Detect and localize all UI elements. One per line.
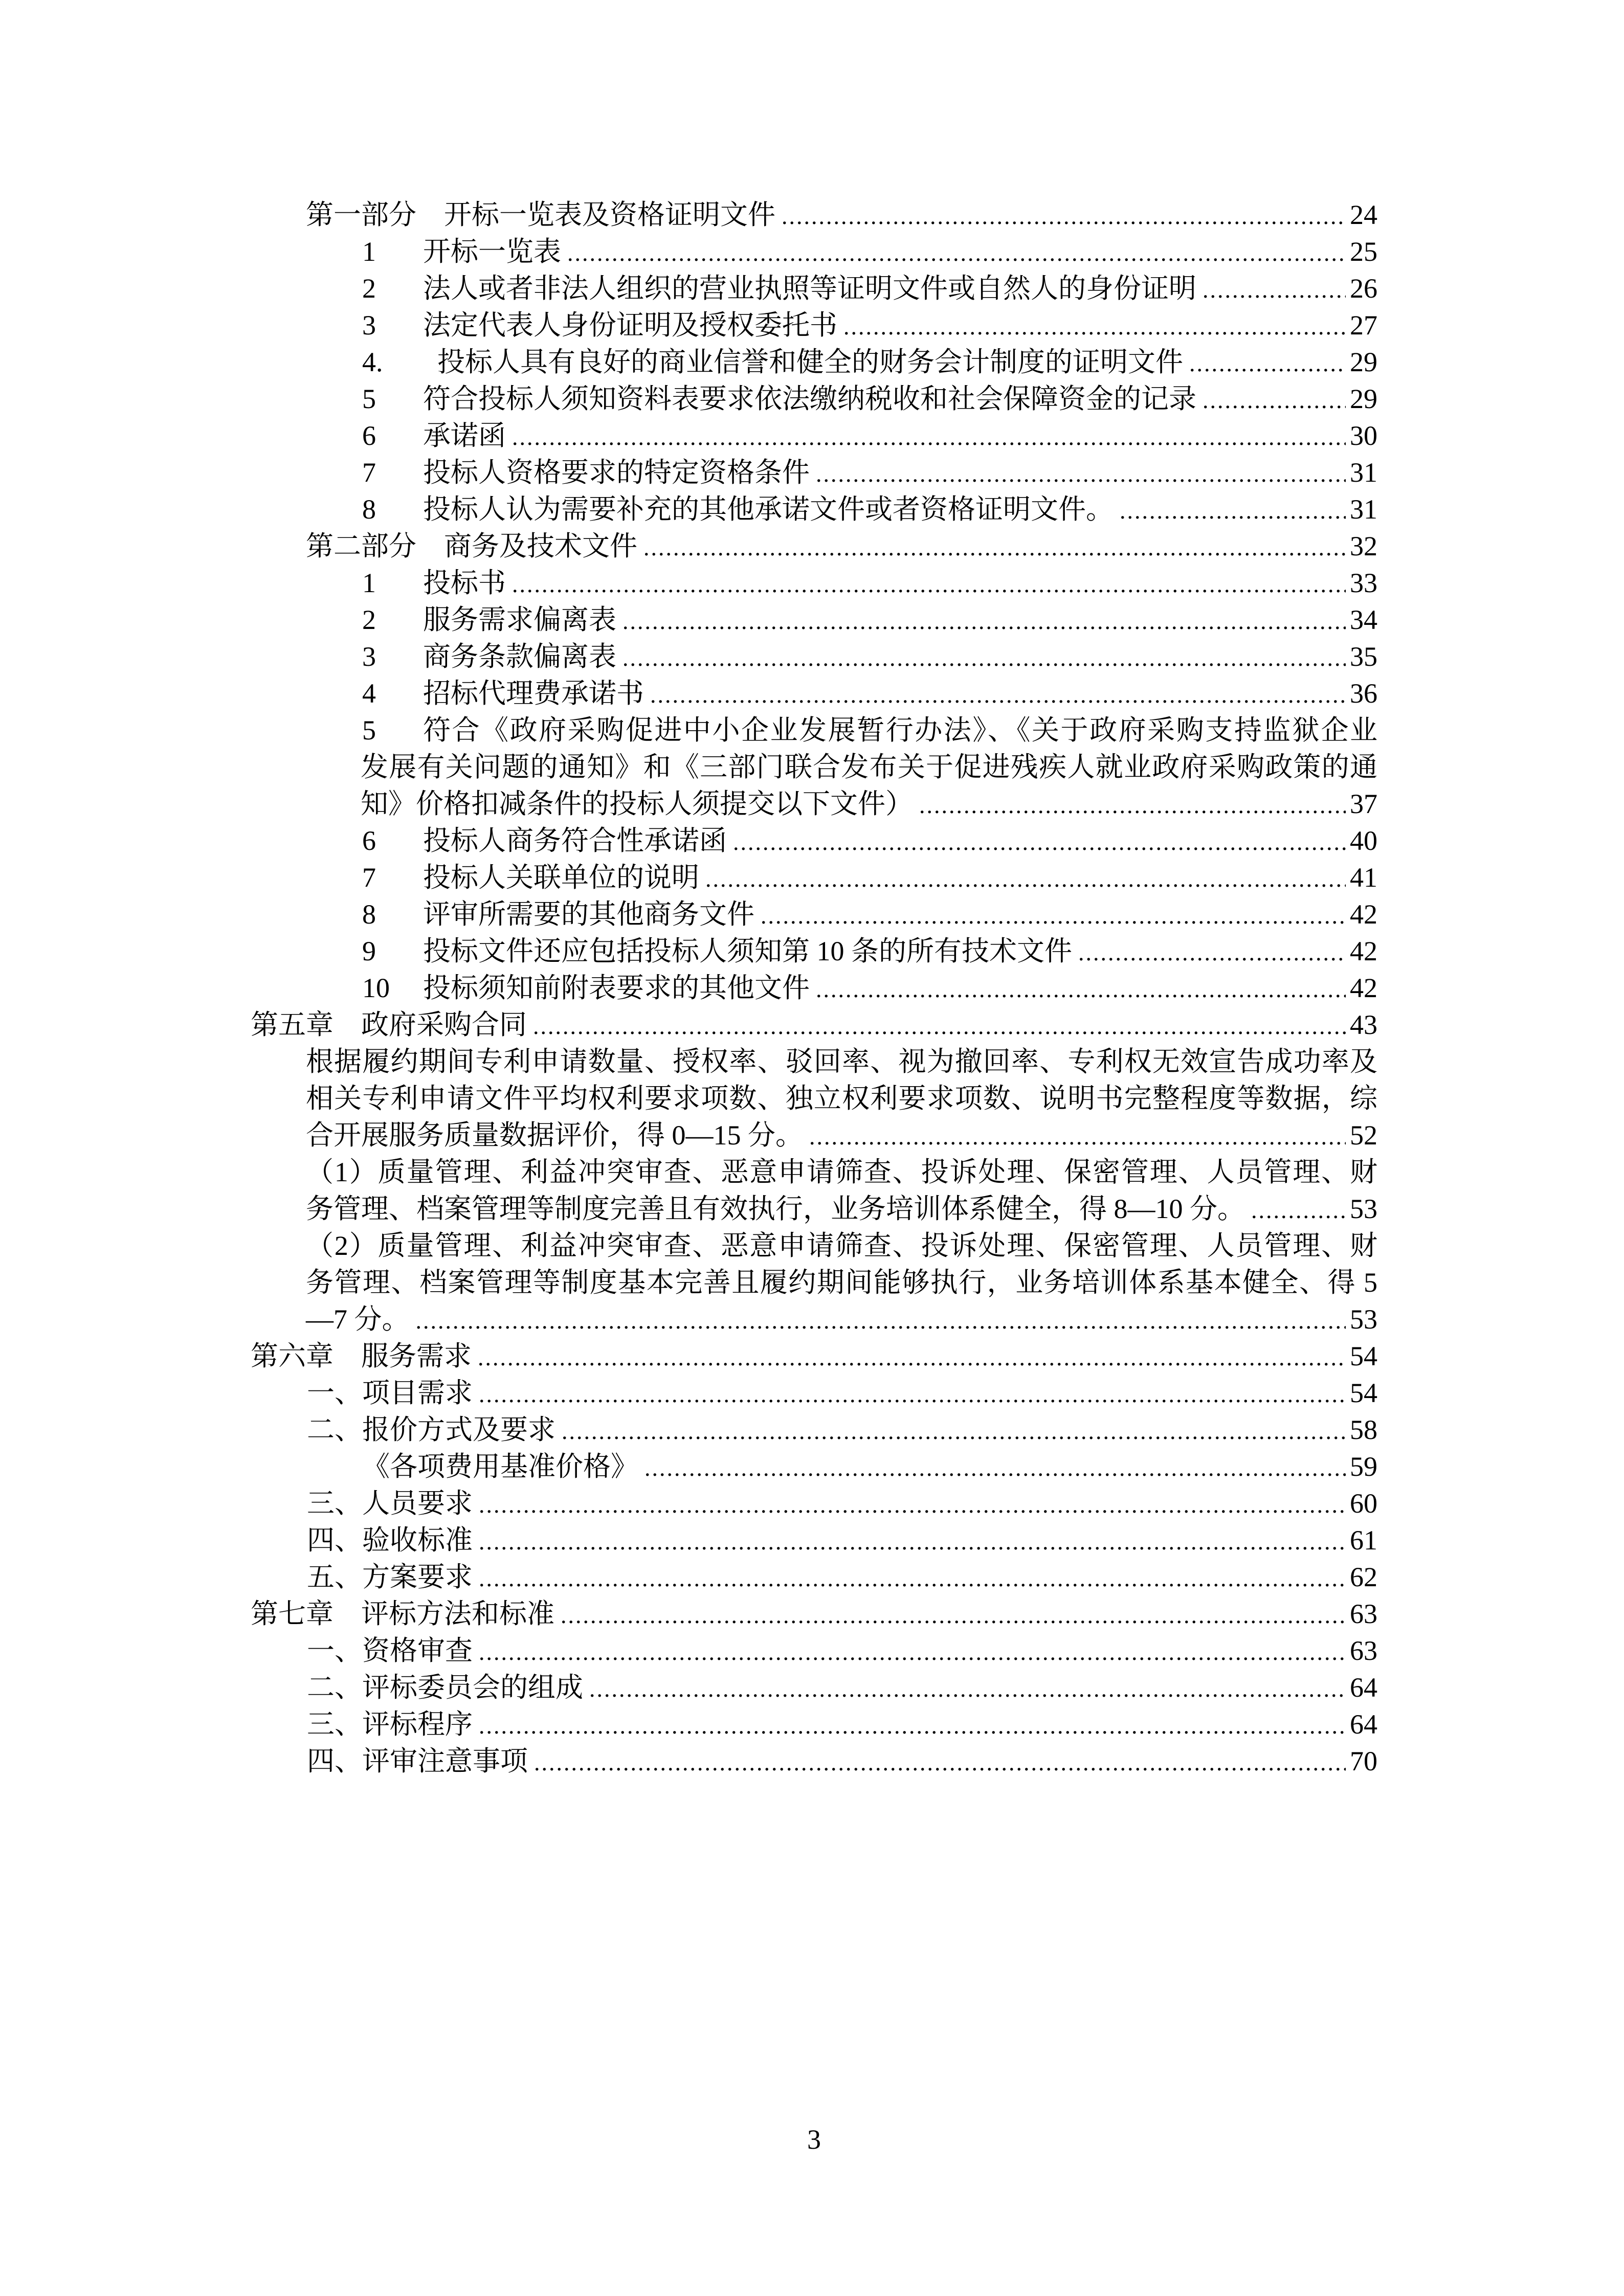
- toc-entry: [362, 1448, 1377, 1485]
- toc-entry: [307, 1522, 1377, 1559]
- dot-leader: [1078, 934, 1346, 971]
- dot-leader: [761, 897, 1346, 934]
- toc-entry: [307, 1743, 1377, 1780]
- toc-entry: [362, 307, 1377, 344]
- toc-entry-number: 1: [362, 236, 376, 267]
- toc-entry-page: 53: [1350, 1304, 1377, 1335]
- dot-leader: [512, 419, 1346, 456]
- toc-paragraph-line: （2）质量管理、利益冲突审查、恶意申请筛查、投诉处理、保密管理、人员管理、财: [306, 1230, 1377, 1261]
- dot-leader: [479, 1523, 1346, 1560]
- toc-entry-title: 承诺函: [423, 420, 506, 451]
- toc-entry-number: 4: [362, 678, 376, 709]
- toc-entry: [251, 1338, 1377, 1375]
- toc-entry-page: 29: [1350, 347, 1377, 377]
- toc-entry-number: 1: [362, 568, 376, 598]
- toc-entry-title: 商务条款偏离表: [423, 641, 616, 672]
- toc-entry-page: 29: [1350, 384, 1377, 414]
- toc-entry-title: 合开展服务质量数据评价，得 0—15 分。: [306, 1120, 803, 1151]
- dot-leader: [650, 677, 1346, 713]
- toc-entry-page: 70: [1350, 1746, 1377, 1776]
- toc-entry-wrapped-line: [361, 785, 1377, 822]
- toc-entry-page: 36: [1350, 678, 1377, 709]
- toc-entry-page: 53: [1350, 1194, 1377, 1224]
- toc-entry: [362, 970, 1377, 1006]
- toc-entry-page: 42: [1350, 973, 1377, 1003]
- toc-entry: [362, 344, 1377, 380]
- toc-paragraph-line: 根据履约期间专利申请数量、授权率、驳回率、视为撤回率、专利权无效宣告成功率及: [306, 1046, 1377, 1077]
- toc-entry-number: 2: [362, 273, 376, 304]
- toc-paragraph-line: 务管理、档案管理等制度基本完善且履约期间能够执行，业务培训体系基本健全、得 5: [306, 1267, 1377, 1298]
- toc-entry-page: 42: [1350, 899, 1377, 930]
- toc-entry-page: 63: [1350, 1599, 1377, 1629]
- dot-leader: [1203, 272, 1346, 308]
- dot-leader: [562, 1413, 1346, 1450]
- toc-entry-number: 5: [362, 715, 376, 746]
- toc-entry-page: 54: [1350, 1378, 1377, 1408]
- toc-entry: [362, 417, 1377, 454]
- toc-entry-number: 3: [362, 641, 376, 672]
- toc-entry-title: 投标人具有良好的商业信誉和健全的财务会计制度的证明文件: [437, 347, 1183, 377]
- dot-leader: [479, 1376, 1346, 1413]
- toc-entry-number: 2: [362, 604, 376, 635]
- toc-entry: [307, 1706, 1377, 1743]
- toc-paragraph-line: [306, 1117, 1377, 1154]
- toc-entry-page: 52: [1350, 1120, 1377, 1151]
- toc-entry-title: 第七章 评标方法和标准: [251, 1599, 554, 1629]
- toc-paragraph-line: [306, 1301, 1377, 1338]
- dot-leader: [1120, 492, 1346, 529]
- toc-entry-title: 知》价格扣减条件的投标人须提交以下文件）: [361, 789, 913, 819]
- dot-leader: [919, 787, 1346, 824]
- toc-entry-page: 25: [1350, 236, 1377, 267]
- toc-entry-number: 8: [362, 899, 376, 930]
- dot-leader: [816, 456, 1346, 492]
- toc-entry-title: 务管理、档案管理等制度完善且有效执行，业务培训体系健全，得 8—10 分。: [306, 1194, 1245, 1224]
- dot-leader: [1189, 345, 1346, 382]
- toc-entry: [307, 1632, 1377, 1669]
- toc-entry: [362, 638, 1377, 675]
- toc-entry-title: 投标人关联单位的说明: [423, 862, 699, 893]
- dot-leader: [644, 1450, 1346, 1487]
- dot-leader: [843, 308, 1346, 345]
- toc-entry-number: 6: [362, 420, 376, 451]
- toc-entry-title: 一、项目需求: [307, 1378, 473, 1408]
- toc-entry-title: 服务需求偏离表: [423, 604, 616, 635]
- toc-entry-title: 投标须知前附表要求的其他文件: [423, 973, 810, 1003]
- toc-entry-number: 8: [362, 494, 376, 525]
- toc-entry-title: 第二部分 商务及技术文件: [306, 531, 637, 561]
- dot-leader: [479, 1560, 1346, 1597]
- toc-paragraph-line: （1）质量管理、利益冲突审查、恶意申请筛查、投诉处理、保密管理、人员管理、财: [306, 1157, 1377, 1187]
- toc-entry-title: 投标人商务符合性承诺函: [423, 825, 727, 856]
- page-footer-number: 3: [807, 2124, 821, 2155]
- dot-leader: [589, 1671, 1346, 1707]
- toc-entry: [362, 601, 1377, 638]
- toc-entry-title: 投标书: [423, 568, 506, 598]
- toc-entry: [362, 233, 1377, 270]
- toc-entry-title: 五、方案要求: [307, 1562, 473, 1592]
- toc-entry-title: 投标人资格要求的特定资格条件: [423, 457, 810, 488]
- dot-leader: [643, 529, 1346, 566]
- toc-paragraph-line: [306, 1190, 1377, 1227]
- toc-entry-number: 6: [362, 825, 376, 856]
- toc-entry-page: 31: [1350, 457, 1377, 488]
- dot-leader: [816, 971, 1346, 1008]
- toc-entry-page: 32: [1350, 531, 1377, 561]
- toc-entry-title: 开标一览表: [423, 236, 561, 267]
- toc-entry-title: 四、评审注意事项: [307, 1746, 528, 1776]
- toc-entry: [307, 1411, 1377, 1448]
- toc-entry: [362, 675, 1377, 712]
- toc-entry-page: 58: [1350, 1414, 1377, 1445]
- toc-entry-number: 3: [362, 310, 376, 341]
- dot-leader: [567, 235, 1346, 272]
- toc-entry-number: 7: [362, 457, 376, 488]
- toc-entry: [362, 565, 1377, 601]
- dot-leader: [478, 1339, 1346, 1376]
- toc-entry-page: 26: [1350, 273, 1377, 304]
- toc-entry: [362, 859, 1377, 896]
- toc-entry-title: 三、人员要求: [307, 1488, 473, 1519]
- toc-entry-page: 33: [1350, 568, 1377, 598]
- toc-entry: [362, 270, 1377, 307]
- toc-entry-title: 三、评标程序: [307, 1709, 473, 1740]
- toc-entry-page: 64: [1350, 1672, 1377, 1703]
- toc-entry-number: 10: [362, 973, 390, 1003]
- toc-entry: [307, 1559, 1377, 1595]
- toc-entry-page: 37: [1350, 789, 1377, 819]
- dot-leader: [622, 603, 1346, 640]
- toc-entry-page: 60: [1350, 1488, 1377, 1519]
- toc-entry-title: 招标代理费承诺书: [423, 678, 644, 709]
- toc-entry-page: 41: [1350, 862, 1377, 893]
- toc-entry-page: 31: [1350, 494, 1377, 525]
- toc-entry-title: 一、资格审查: [307, 1635, 473, 1666]
- toc-entry-page: 34: [1350, 604, 1377, 635]
- toc-entry-number: 4.: [362, 347, 383, 377]
- toc-entry-title: 法定代表人身份证明及授权委托书: [423, 310, 837, 341]
- dot-leader: [479, 1707, 1346, 1744]
- toc-entry-title: 四、验收标准: [307, 1525, 473, 1556]
- toc-entry-wrapped-line: 发展有关问题的通知》和《三部门联合发布关于促进残疾人就业政府采购政策的通: [361, 752, 1377, 782]
- toc-entry-page: 35: [1350, 641, 1377, 672]
- toc-paragraph-line: 相关专利申请文件平均权利要求项数、独立权利要求项数、说明书完整程度等数据，综: [306, 1083, 1377, 1114]
- dot-leader: [705, 861, 1346, 897]
- toc-entry: [362, 380, 1377, 417]
- dot-leader: [733, 824, 1346, 861]
- dot-leader: [512, 566, 1346, 603]
- toc-entry: [307, 1375, 1377, 1411]
- toc-entry: [362, 933, 1377, 970]
- toc-entry-page: 62: [1350, 1562, 1377, 1592]
- toc-entry: [362, 822, 1377, 859]
- toc-entry-title: 评审所需要的其他商务文件: [423, 899, 754, 930]
- toc-entry-title: —7 分。: [306, 1304, 410, 1335]
- dot-leader: [561, 1597, 1346, 1634]
- toc-entry: [306, 528, 1377, 565]
- dot-leader: [1203, 382, 1346, 419]
- toc-entry: [362, 712, 1377, 749]
- toc-entry-title: 二、报价方式及要求: [307, 1414, 555, 1445]
- toc-entry-page: 54: [1350, 1341, 1377, 1371]
- toc-entry: [362, 896, 1377, 933]
- toc-entry-page: 61: [1350, 1525, 1377, 1556]
- toc-entry: [307, 1485, 1377, 1522]
- dot-leader: [416, 1302, 1346, 1339]
- toc-entry-page: 42: [1350, 936, 1377, 966]
- dot-leader: [479, 1487, 1346, 1523]
- toc-entry-title: 第六章 服务需求: [251, 1341, 472, 1371]
- toc-entry: [306, 196, 1377, 233]
- toc-entry-title: 投标人认为需要补充的其他承诺文件或者资格证明文件。: [423, 494, 1114, 525]
- dot-leader: [534, 1744, 1346, 1781]
- toc-entry-title: 符合投标人须知资料表要求依法缴纳税收和社会保障资金的记录: [423, 384, 1196, 414]
- toc-entry: [362, 454, 1377, 491]
- dot-leader: [622, 640, 1346, 677]
- toc-entry: [362, 491, 1377, 528]
- toc-entry-title: 符合《政府采购促进中小企业发展暂行办法》、《关于政府采购支持监狱企业: [423, 715, 1377, 746]
- toc-entry-number: 5: [362, 384, 376, 414]
- toc-entry-page: 27: [1350, 310, 1377, 341]
- toc-entry-page: 64: [1350, 1709, 1377, 1740]
- dot-leader: [809, 1118, 1346, 1155]
- toc-entry-page: 24: [1350, 199, 1377, 230]
- toc-entry-number: 7: [362, 862, 376, 893]
- toc-entry-title: 第五章 政府采购合同: [251, 1009, 527, 1040]
- table-of-contents: [251, 196, 1377, 1780]
- dot-leader: [533, 1008, 1346, 1045]
- toc-entry: [307, 1669, 1377, 1706]
- toc-entry-page: 30: [1350, 420, 1377, 451]
- toc-entry-title: 二、评标委员会的组成: [307, 1672, 583, 1703]
- dot-leader: [1251, 1192, 1346, 1229]
- toc-entry-title: 法人或者非法人组织的营业执照等证明文件或自然人的身份证明: [423, 273, 1196, 304]
- dot-leader: [782, 198, 1346, 235]
- dot-leader: [479, 1634, 1346, 1671]
- toc-entry-page: 59: [1350, 1451, 1377, 1482]
- toc-entry-title: 投标文件还应包括投标人须知第 10 条的所有技术文件: [423, 936, 1072, 966]
- toc-entry-number: 9: [362, 936, 376, 966]
- toc-entry: [251, 1006, 1377, 1043]
- toc-entry-title: 第一部分 开标一览表及资格证明文件: [306, 199, 775, 230]
- toc-entry-page: 43: [1350, 1009, 1377, 1040]
- toc-entry-page: 40: [1350, 825, 1377, 856]
- toc-entry-title: 《各项费用基准价格》: [362, 1451, 638, 1482]
- toc-entry-page: 63: [1350, 1635, 1377, 1666]
- toc-entry: [251, 1595, 1377, 1632]
